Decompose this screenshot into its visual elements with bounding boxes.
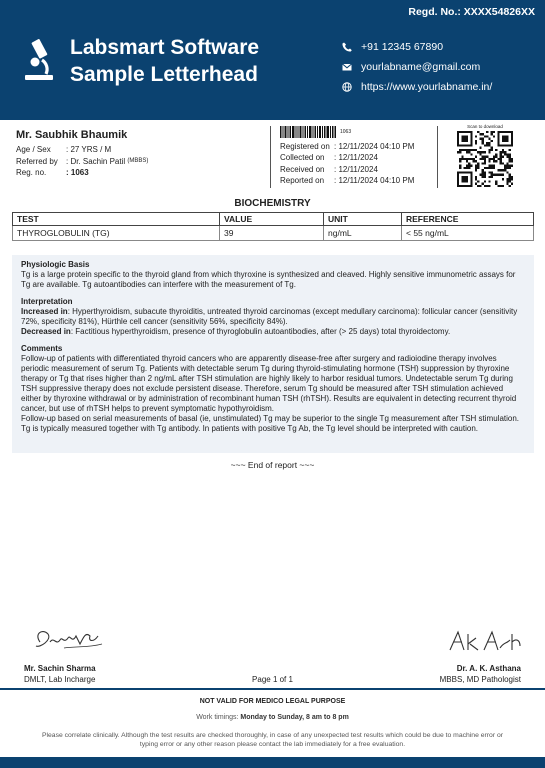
contact-email[interactable]	[342, 57, 492, 76]
email-text: yourlabname@gmail.com	[361, 60, 481, 73]
patient-name: Mr. Saubhik Bhaumik	[16, 129, 128, 141]
microscope-icon	[22, 38, 56, 82]
patient-reg-row	[16, 167, 148, 179]
not-valid-notice: NOT VALID FOR MEDICO LEGAL PURPOSE	[199, 698, 346, 705]
signature-left-icon	[28, 622, 148, 658]
website-text: https://www.yourlabname.in/	[361, 80, 493, 93]
regd-number: Regd. No.: XXXX54826XX	[408, 6, 535, 18]
divider	[270, 126, 271, 188]
patient-age-row	[16, 144, 148, 156]
page-number: Page 1 of 1	[252, 675, 293, 684]
age-label: Age / Sex	[16, 145, 51, 155]
signature-right-icon	[440, 622, 545, 658]
barcode	[280, 125, 414, 139]
received-label: Received on	[280, 164, 325, 174]
increased-label: Increased in	[21, 307, 68, 316]
barcode-icon	[280, 126, 336, 138]
header-value: VALUE	[220, 213, 324, 226]
basis-title: Physiologic Basis	[21, 260, 90, 269]
ref-label: Referred by	[16, 156, 58, 166]
reg-label: Reg. no.	[16, 168, 47, 178]
reported-label: Reported on	[280, 176, 325, 186]
comments-text-1: Follow-up of patients with differentiated thyroid cancers who are apparently disease-free after surgery and radioiodine therapy involves periodic measurement of serum Tg. Patients with detectable serum Tg during thyroid-stimulating hormone (TSH) suppression by thyroxine therapy or Tg that rises higher than 2 ng/mL after TSH stimulation are highly likely to harbor residual tumors. Undetectable serum Tg during TSH suppressive therapy does not exclude persistent disease. Therefore, serum Tg should be measured after TSH stimulation achieved either by thyroxine withdrawal or by administration of recombinant human TSH (rhTSH). Results are equivalent in detecting recurrent thyroid cancer, but use of rhTSH helps to prevent symptomatic hypothyroidism.	[21, 354, 517, 413]
phone-icon	[342, 42, 352, 52]
reg-value: : 1063	[66, 168, 89, 178]
header-unit: UNIT	[324, 213, 402, 226]
work-timings	[0, 714, 545, 721]
contact-phone	[342, 37, 492, 56]
table-row	[13, 226, 534, 241]
received-value: : 12/11/2024	[334, 164, 378, 174]
basis-text: Tg is a large protein specific to the thyroid gland from which thyroxine is synthesized and cleaved. Highly sensitive immunometric assays for Tg are available. Tg autoantibodies can interfere with the measurement of Tg.	[21, 270, 516, 289]
reported-row	[280, 175, 414, 186]
collected-row	[280, 152, 414, 163]
increased-body: : Hyperthyroidism, subacute thyroiditis, untreated thyroid carcinomas (except medullary carcinoma): follicular cancer (sensitivity 72%, specificity 81%), Hürthle cell cancer (sensitivity 56%, specificity 84%).	[21, 307, 518, 326]
collected-value: : 12/11/2024	[334, 153, 378, 163]
contact-website[interactable]	[342, 77, 492, 96]
reported-value: : 12/11/2024 04:10 PM	[334, 176, 415, 186]
patient-ref-row	[16, 156, 148, 168]
letterhead-header	[0, 0, 545, 120]
decreased-body: : Factitious hyperthyroidism, presence of thyroglobulin autoantibodies, after (> 25 days) total thyroidectomy.	[70, 327, 451, 336]
end-of-report: ~~~ End of report ~~~	[230, 460, 315, 470]
footer-bar	[0, 757, 545, 768]
right-signatory-role: MBBS, MD Pathologist	[439, 675, 521, 684]
header-test: TEST	[13, 213, 220, 226]
brand-line-2: Sample Letterhead	[70, 63, 258, 86]
timings-label: Work timings:	[196, 714, 239, 721]
cell-reference: < 55 ng/mL	[402, 226, 534, 241]
left-signatory-name: Mr. Sachin Sharma	[24, 664, 96, 673]
age-value: : 27 YRS / M	[66, 145, 112, 155]
registered-value: : 12/11/2024 04:10 PM	[334, 142, 415, 152]
ref-suffix: (MBBS)	[127, 158, 149, 165]
globe-icon	[342, 82, 352, 92]
cell-test: THYROGLOBULIN (TG)	[13, 226, 220, 241]
qr-block[interactable]	[452, 124, 518, 192]
comments-text-2: Follow-up based on serial measurements of basal (ie, unstimulated) Tg may be superior to the single Tg measurement after TSH stimulation. Tg is typically measured together with Tg antibody. In patients with positive Tg Ab, the Tg level should be interpreted with caution.	[21, 414, 520, 433]
registered-label: Registered on	[280, 142, 330, 152]
interpretation-title: Interpretation	[21, 297, 73, 306]
patient-info	[16, 129, 148, 179]
left-signatory-role: DMLT, Lab Incharge	[24, 675, 96, 684]
contact-list	[342, 37, 492, 97]
header-reference: REFERENCE	[402, 213, 534, 226]
received-row	[280, 164, 414, 175]
cell-unit: ng/mL	[324, 226, 402, 241]
section-title: BIOCHEMISTRY	[234, 198, 311, 209]
decreased-label: Decreased in	[21, 327, 71, 336]
qr-caption: Scan to download	[467, 124, 503, 129]
timings-value: Monday to Sunday, 8 am to 8 pm	[240, 714, 349, 721]
registered-row	[280, 141, 414, 152]
decreased-text	[21, 327, 525, 337]
cell-value: 39	[220, 226, 324, 241]
right-signatory-name: Dr. A. K. Asthana	[456, 664, 521, 673]
disclaimer: Please correlate clinically. Although the test results are checked thoroughly, in case of any unexpected test results which could be due to machine error or typing error or any other reason please contact the lab immediately for a free evaluation.	[41, 732, 504, 748]
results-table	[12, 212, 534, 241]
increased-text	[21, 307, 525, 327]
mail-icon	[342, 62, 352, 72]
divider	[437, 126, 438, 188]
collected-label: Collected on	[280, 153, 325, 163]
notes-panel	[12, 255, 534, 453]
brand-name	[70, 34, 259, 88]
comments-title: Comments	[21, 344, 63, 353]
brand-line-1: Labsmart Software	[70, 36, 260, 59]
ref-value: : Dr. Sachin Patil	[66, 156, 126, 166]
registration-info	[280, 125, 414, 186]
table-header-row	[13, 213, 534, 226]
qr-code-icon[interactable]	[457, 131, 513, 187]
phone-text: +91 12345 67890	[361, 40, 444, 53]
barcode-number: 1063	[340, 129, 352, 135]
footer-divider	[0, 688, 545, 690]
